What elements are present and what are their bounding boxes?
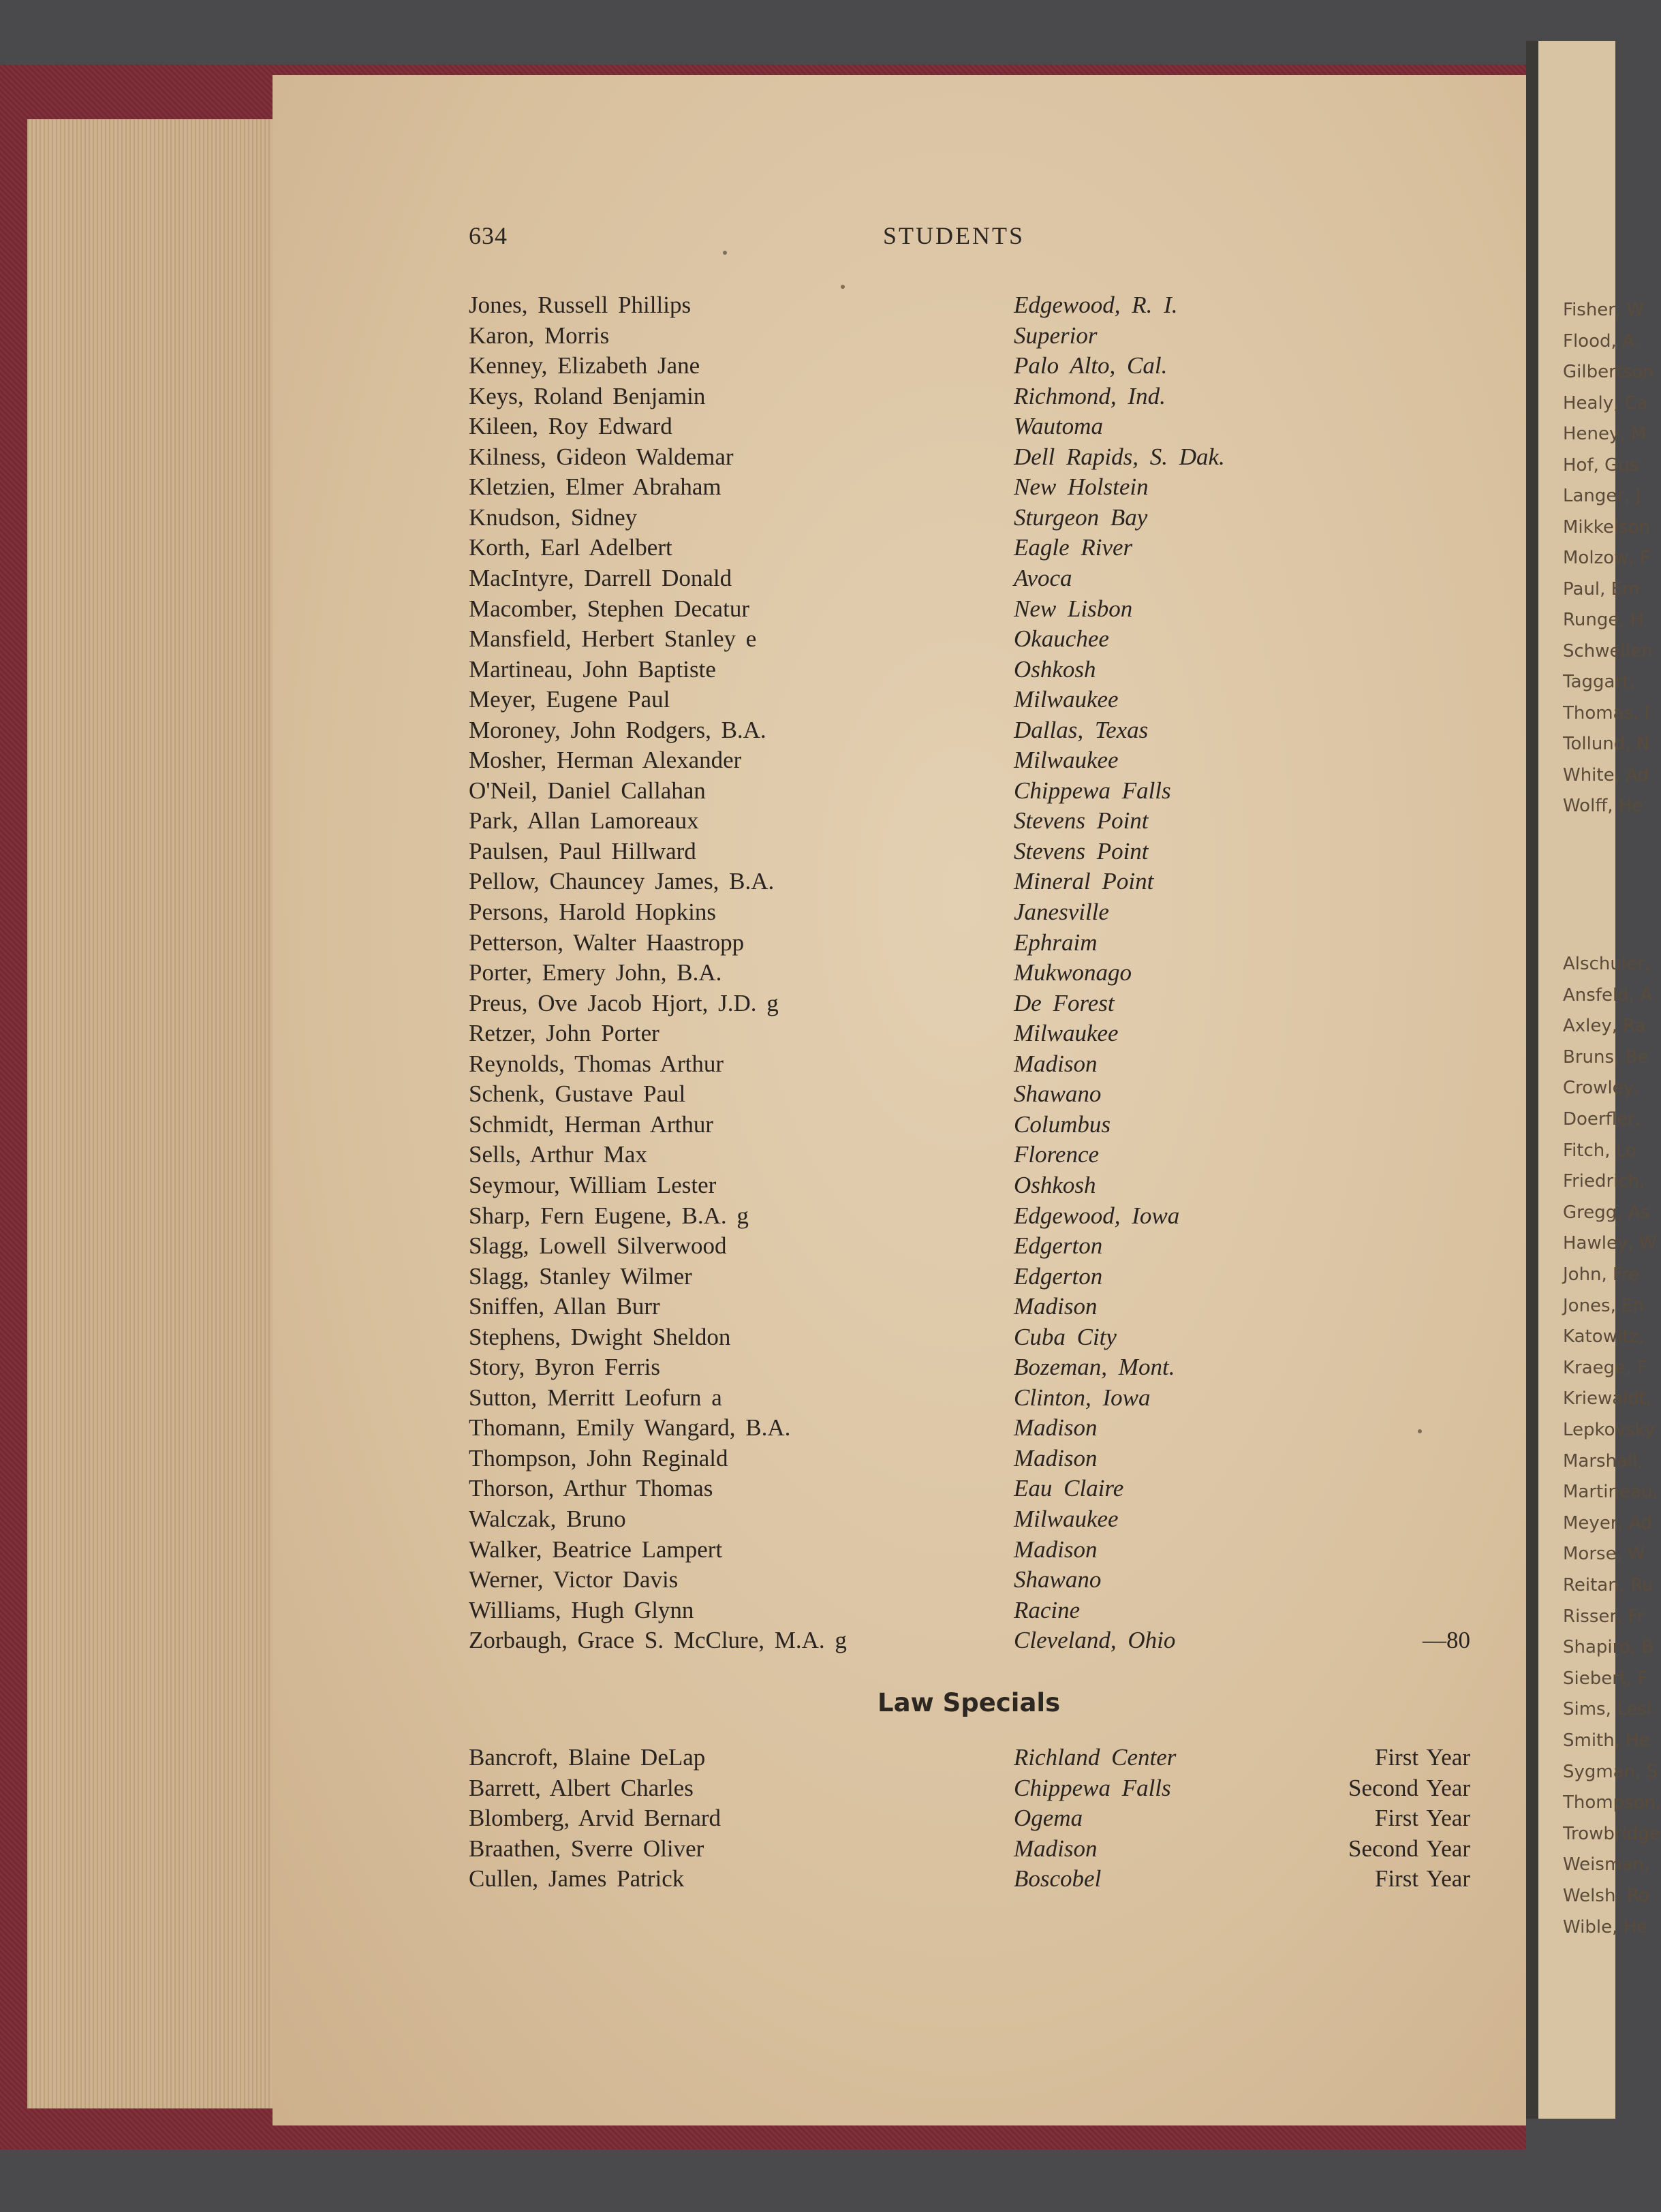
student-name: Zorbaugh, Grace S. McClure, M.A. g — [469, 1627, 847, 1654]
facing-page-fragment: Gregg, As — [1563, 1202, 1650, 1223]
student-hometown: Bozeman, Mont. — [1014, 1354, 1175, 1381]
student-row — [469, 1354, 1477, 1384]
student-name: Sutton, Merritt Leofurn a — [469, 1384, 722, 1411]
student-row — [469, 1080, 1477, 1110]
student-row — [469, 413, 1477, 443]
student-name: Retzer, John Porter — [469, 1020, 659, 1047]
student-name: Walczak, Bruno — [469, 1506, 626, 1532]
facing-page-fragment: Ansfeld, A — [1563, 984, 1653, 1006]
student-hometown: Superior — [1014, 322, 1098, 349]
student-name: Kileen, Roy Edward — [469, 413, 672, 440]
facing-page-fragment: Trowbridge — [1563, 1823, 1660, 1844]
student-row — [469, 292, 1477, 322]
student-row — [469, 1627, 1477, 1657]
student-row — [469, 1202, 1477, 1232]
facing-page-fragment: White, Ad — [1563, 764, 1649, 785]
student-row — [469, 686, 1477, 716]
student-row — [469, 747, 1477, 777]
student-name: Martineau, John Baptiste — [469, 655, 716, 683]
student-name: Bancroft, Blaine DeLap — [469, 1744, 706, 1771]
student-hometown: Columbus — [1014, 1110, 1111, 1138]
student-hometown: Wautoma — [1014, 413, 1103, 440]
student-row — [469, 838, 1477, 868]
student-name: Mansfield, Herbert Stanley e — [469, 625, 757, 653]
student-name: Slagg, Stanley Wilmer — [469, 1262, 692, 1290]
student-name: Werner, Victor Davis — [469, 1566, 679, 1593]
student-hometown: Richland Center — [1014, 1744, 1177, 1771]
student-name: Jones, Russell Phillips — [469, 292, 692, 318]
student-row — [469, 1324, 1477, 1354]
student-name: Schmidt, Herman Arthur — [469, 1110, 714, 1138]
student-row — [469, 473, 1477, 503]
student-hometown: New Holstein — [1014, 473, 1149, 501]
facing-page-fragment: Siebert, F — [1563, 1668, 1648, 1689]
facing-page-fragment: Hof, Gus — [1563, 454, 1639, 476]
student-name: Walker, Beatrice Lampert — [469, 1536, 723, 1563]
student-hometown: Eagle River — [1014, 534, 1133, 561]
facing-page-fragment: John, Fre — [1563, 1264, 1640, 1285]
facing-page-fragment: Molzow, F — [1563, 548, 1650, 568]
facing-page-fragment: Thompson, — [1563, 1792, 1661, 1813]
facing-page-fragment: Weisman, — [1563, 1854, 1649, 1875]
student-row — [469, 899, 1477, 929]
facing-page-fragment: Meyer, Ad — [1563, 1512, 1652, 1533]
student-row — [469, 625, 1477, 655]
facing-page-fragment: Lepkovsky — [1563, 1420, 1656, 1440]
student-name: Kenney, Elizabeth Jane — [469, 352, 700, 379]
facing-page-fragment: Katowitz, — [1563, 1326, 1645, 1348]
student-hometown: Milwaukee — [1014, 747, 1119, 774]
student-name: Park, Allan Lamoreaux — [469, 807, 699, 835]
facing-page-fragment: Hawley, W — [1563, 1233, 1657, 1254]
student-hometown: De Forest — [1014, 989, 1115, 1016]
student-row — [469, 322, 1477, 352]
student-hometown: Richmond, Ind. — [1014, 382, 1166, 409]
student-row — [469, 959, 1477, 989]
student-row — [469, 1475, 1477, 1505]
student-year: First Year — [1374, 1744, 1470, 1771]
student-name: Sharp, Fern Eugene, B.A. g — [469, 1202, 749, 1229]
facing-page-fragment: Smith, He — [1563, 1730, 1650, 1751]
student-hometown: Madison — [1014, 1835, 1098, 1862]
facing-page-fragment: Langer, J — [1563, 486, 1641, 506]
student-name: Seymour, William Lester — [469, 1171, 717, 1198]
student-row — [469, 1384, 1477, 1414]
student-name: Thomann, Emily Wangard, B.A. — [469, 1414, 791, 1442]
student-hometown: Okauchee — [1014, 625, 1109, 653]
running-title: STUDENTS — [883, 222, 1025, 249]
student-name: Moroney, John Rodgers, B.A. — [469, 716, 766, 743]
student-row — [469, 443, 1477, 473]
student-name: Macomber, Stephen Decatur — [469, 595, 749, 622]
student-row — [469, 1597, 1477, 1627]
student-hometown: Avoca — [1014, 564, 1072, 591]
student-hometown: Edgewood, R. I. — [1014, 292, 1178, 318]
student-row — [469, 534, 1477, 564]
student-row — [469, 1232, 1477, 1262]
student-row — [469, 1414, 1477, 1444]
student-name: Cullen, James Patrick — [469, 1865, 685, 1892]
student-name: Blomberg, Arvid Bernard — [469, 1805, 721, 1831]
student-hometown: Madison — [1014, 1444, 1098, 1471]
facing-page-fragment: Schwellen — [1563, 640, 1653, 661]
student-hometown: Cuba City — [1014, 1323, 1117, 1350]
section-title-law-specials: Law Specials — [878, 1688, 1061, 1717]
facing-page-fragment: Mikkelson — [1563, 516, 1650, 538]
student-name: Petterson, Walter Haastropp — [469, 929, 745, 956]
facing-page-fragment: Wible, He — [1563, 1916, 1648, 1937]
facing-page-fragment: Risser, Fr — [1563, 1606, 1645, 1627]
facing-page-fragment: Fisher, W — [1563, 300, 1645, 320]
law-special-row — [469, 1865, 1477, 1895]
facing-page-fragment: Wolff, He — [1563, 796, 1643, 816]
student-hometown: Boscobel — [1014, 1865, 1102, 1892]
student-hometown: Florence — [1014, 1141, 1100, 1168]
student-row — [469, 929, 1477, 959]
student-year: Second Year — [1348, 1835, 1470, 1862]
law-special-row — [469, 1775, 1477, 1805]
facing-page-fragment: Sygman, S — [1563, 1761, 1658, 1782]
student-name: Sells, Arthur Max — [469, 1141, 647, 1168]
student-year: First Year — [1374, 1865, 1470, 1892]
student-hometown: Eau Claire — [1014, 1475, 1124, 1502]
student-row — [469, 565, 1477, 595]
student-hometown: Dallas, Texas — [1014, 716, 1149, 743]
facing-page-fragment: Axley, Ra — [1563, 1016, 1646, 1037]
student-hometown: Mineral Point — [1014, 868, 1154, 895]
facing-page-fragment: Shapiro, B — [1563, 1637, 1654, 1658]
student-name: Korth, Earl Adelbert — [469, 534, 672, 561]
student-hometown: Edgerton — [1014, 1262, 1103, 1290]
facing-page-fragment: Tollund, N — [1563, 734, 1650, 754]
page-edges — [27, 119, 286, 2108]
student-hometown: Cleveland, Ohio — [1014, 1627, 1176, 1654]
student-hometown: Mukwonago — [1014, 959, 1132, 986]
student-name: Story, Byron Ferris — [469, 1354, 660, 1381]
facing-page-fragment: Thomas, I — [1563, 702, 1650, 723]
student-name: MacIntyre, Darrell Donald — [469, 564, 732, 591]
student-count: —80 — [1423, 1627, 1470, 1654]
student-row — [469, 1172, 1477, 1202]
student-name: Slagg, Lowell Silverwood — [469, 1232, 727, 1260]
student-name: Paulsen, Paul Hillward — [469, 837, 696, 864]
student-hometown: Madison — [1014, 1050, 1098, 1077]
law-special-row — [469, 1805, 1477, 1835]
facing-page-fragment: Martineau, — [1563, 1482, 1658, 1503]
student-name: Porter, Emery John, B.A. — [469, 959, 722, 986]
student-row — [469, 504, 1477, 534]
student-hometown: Stevens Point — [1014, 837, 1149, 864]
student-row — [469, 1445, 1477, 1475]
student-name: Persons, Harold Hopkins — [469, 899, 716, 925]
student-name: Reynolds, Thomas Arthur — [469, 1050, 724, 1077]
student-hometown: Stevens Point — [1014, 807, 1149, 835]
student-name: Kilness, Gideon Waldemar — [469, 443, 734, 470]
facing-page-fragment: Welsh, Ro — [1563, 1886, 1649, 1906]
facing-page-fragment: Taggart, — [1563, 672, 1635, 692]
student-row — [469, 1263, 1477, 1293]
student-hometown: Edgerton — [1014, 1232, 1103, 1260]
student-hometown: Oshkosh — [1014, 655, 1096, 683]
student-name: Thompson, John Reginald — [469, 1444, 728, 1471]
law-special-row — [469, 1744, 1477, 1774]
facing-page-fragment: Paul, Em — [1563, 578, 1640, 599]
student-hometown: Racine — [1014, 1596, 1081, 1623]
student-hometown: Chippewa Falls — [1014, 777, 1171, 804]
student-row — [469, 352, 1477, 382]
student-name: Keys, Roland Benjamin — [469, 382, 706, 409]
student-name: Preus, Ove Jacob Hjort, J.D. g — [469, 989, 779, 1016]
facing-page-fragment: Flood, A. — [1563, 330, 1640, 352]
facing-page-fragment: Fitch, Lo — [1563, 1140, 1636, 1161]
student-name: Mosher, Herman Alexander — [469, 747, 742, 774]
student-hometown: Shawano — [1014, 1080, 1102, 1108]
student-row — [469, 1050, 1477, 1080]
facing-page-fragment: Gilbertson — [1563, 362, 1654, 382]
student-name: Pellow, Chauncey James, B.A. — [469, 868, 775, 895]
student-name: Braathen, Sverre Oliver — [469, 1835, 704, 1862]
student-hometown: Ephraim — [1014, 929, 1098, 956]
facing-page-fragment: Reitan, Ru — [1563, 1575, 1654, 1595]
facing-page-fragment: Crowley, — [1563, 1078, 1640, 1099]
student-hometown: Chippewa Falls — [1014, 1774, 1171, 1801]
student-name: Knudson, Sidney — [469, 503, 638, 531]
student-hometown: Palo Alto, Cal. — [1014, 352, 1168, 379]
student-row — [469, 1536, 1477, 1566]
student-hometown: Janesville — [1014, 899, 1109, 925]
student-name: Meyer, Eugene Paul — [469, 686, 670, 713]
facing-page-fragment: Runge, H — [1563, 610, 1644, 630]
ink-speck — [723, 251, 727, 255]
student-year: Second Year — [1348, 1774, 1470, 1801]
student-hometown: Madison — [1014, 1536, 1098, 1563]
student-name: Karon, Morris — [469, 322, 610, 349]
facing-page-fragment: Heney, M — [1563, 424, 1647, 444]
facing-page-fragment: Kraege, F — [1563, 1357, 1647, 1378]
ink-speck — [1418, 1429, 1422, 1433]
student-row — [469, 1020, 1477, 1050]
facing-page-fragment: Doerfler, — [1563, 1109, 1641, 1130]
student-hometown: Milwaukee — [1014, 686, 1119, 713]
student-name: Williams, Hugh Glynn — [469, 1596, 694, 1623]
student-hometown: Sturgeon Bay — [1014, 503, 1148, 531]
student-row — [469, 595, 1477, 625]
student-hometown: Milwaukee — [1014, 1020, 1119, 1047]
student-row — [469, 1506, 1477, 1536]
law-special-row — [469, 1835, 1477, 1865]
student-hometown: Shawano — [1014, 1566, 1102, 1593]
student-row — [469, 383, 1477, 413]
facing-page-fragment: Healy, Ca — [1563, 392, 1648, 414]
student-hometown: Edgewood, Iowa — [1014, 1202, 1180, 1229]
page-number: 634 — [469, 222, 508, 249]
student-row — [469, 1111, 1477, 1141]
student-name: Stephens, Dwight Sheldon — [469, 1323, 731, 1350]
facing-page-edge — [1526, 41, 1661, 2119]
student-name: Barrett, Albert Charles — [469, 1774, 694, 1801]
student-row — [469, 777, 1477, 807]
student-hometown: Milwaukee — [1014, 1506, 1119, 1532]
student-row — [469, 1566, 1477, 1596]
student-name: Schenk, Gustave Paul — [469, 1080, 686, 1108]
student-name: Thorson, Arthur Thomas — [469, 1475, 713, 1502]
facing-page-fragment: Morse, W — [1563, 1544, 1645, 1565]
facing-page-fragment: Marshall, — [1563, 1450, 1643, 1471]
student-hometown: Oshkosh — [1014, 1171, 1096, 1198]
student-row — [469, 1141, 1477, 1171]
student-hometown: Madison — [1014, 1293, 1098, 1320]
student-hometown: New Lisbon — [1014, 595, 1133, 622]
student-hometown: Dell Rapids, S. Dak. — [1014, 443, 1225, 470]
student-row — [469, 656, 1477, 686]
student-name: Sniffen, Allan Burr — [469, 1293, 660, 1320]
student-row — [469, 807, 1477, 837]
student-hometown: Ogema — [1014, 1805, 1083, 1831]
facing-page-fragment: Kriewaldt, — [1563, 1388, 1652, 1409]
student-row — [469, 717, 1477, 747]
facing-page-fragment: Bruns, Be — [1563, 1046, 1649, 1068]
student-hometown: Clinton, Iowa — [1014, 1384, 1151, 1411]
student-row — [469, 1293, 1477, 1323]
student-name: Kletzien, Elmer Abraham — [469, 473, 721, 501]
student-row — [469, 868, 1477, 898]
facing-page-fragment: Sims, Lesl — [1563, 1699, 1651, 1720]
facing-page-fragment: Jones, En — [1563, 1295, 1645, 1316]
student-row — [469, 990, 1477, 1020]
facing-page-fragment: Alschuler, — [1563, 954, 1650, 974]
student-name: O'Neil, Daniel Callahan — [469, 777, 706, 804]
student-hometown: Madison — [1014, 1414, 1098, 1442]
student-year: First Year — [1374, 1805, 1470, 1831]
ink-speck — [841, 285, 845, 289]
facing-page-fragment: Friedrich, — [1563, 1171, 1645, 1192]
